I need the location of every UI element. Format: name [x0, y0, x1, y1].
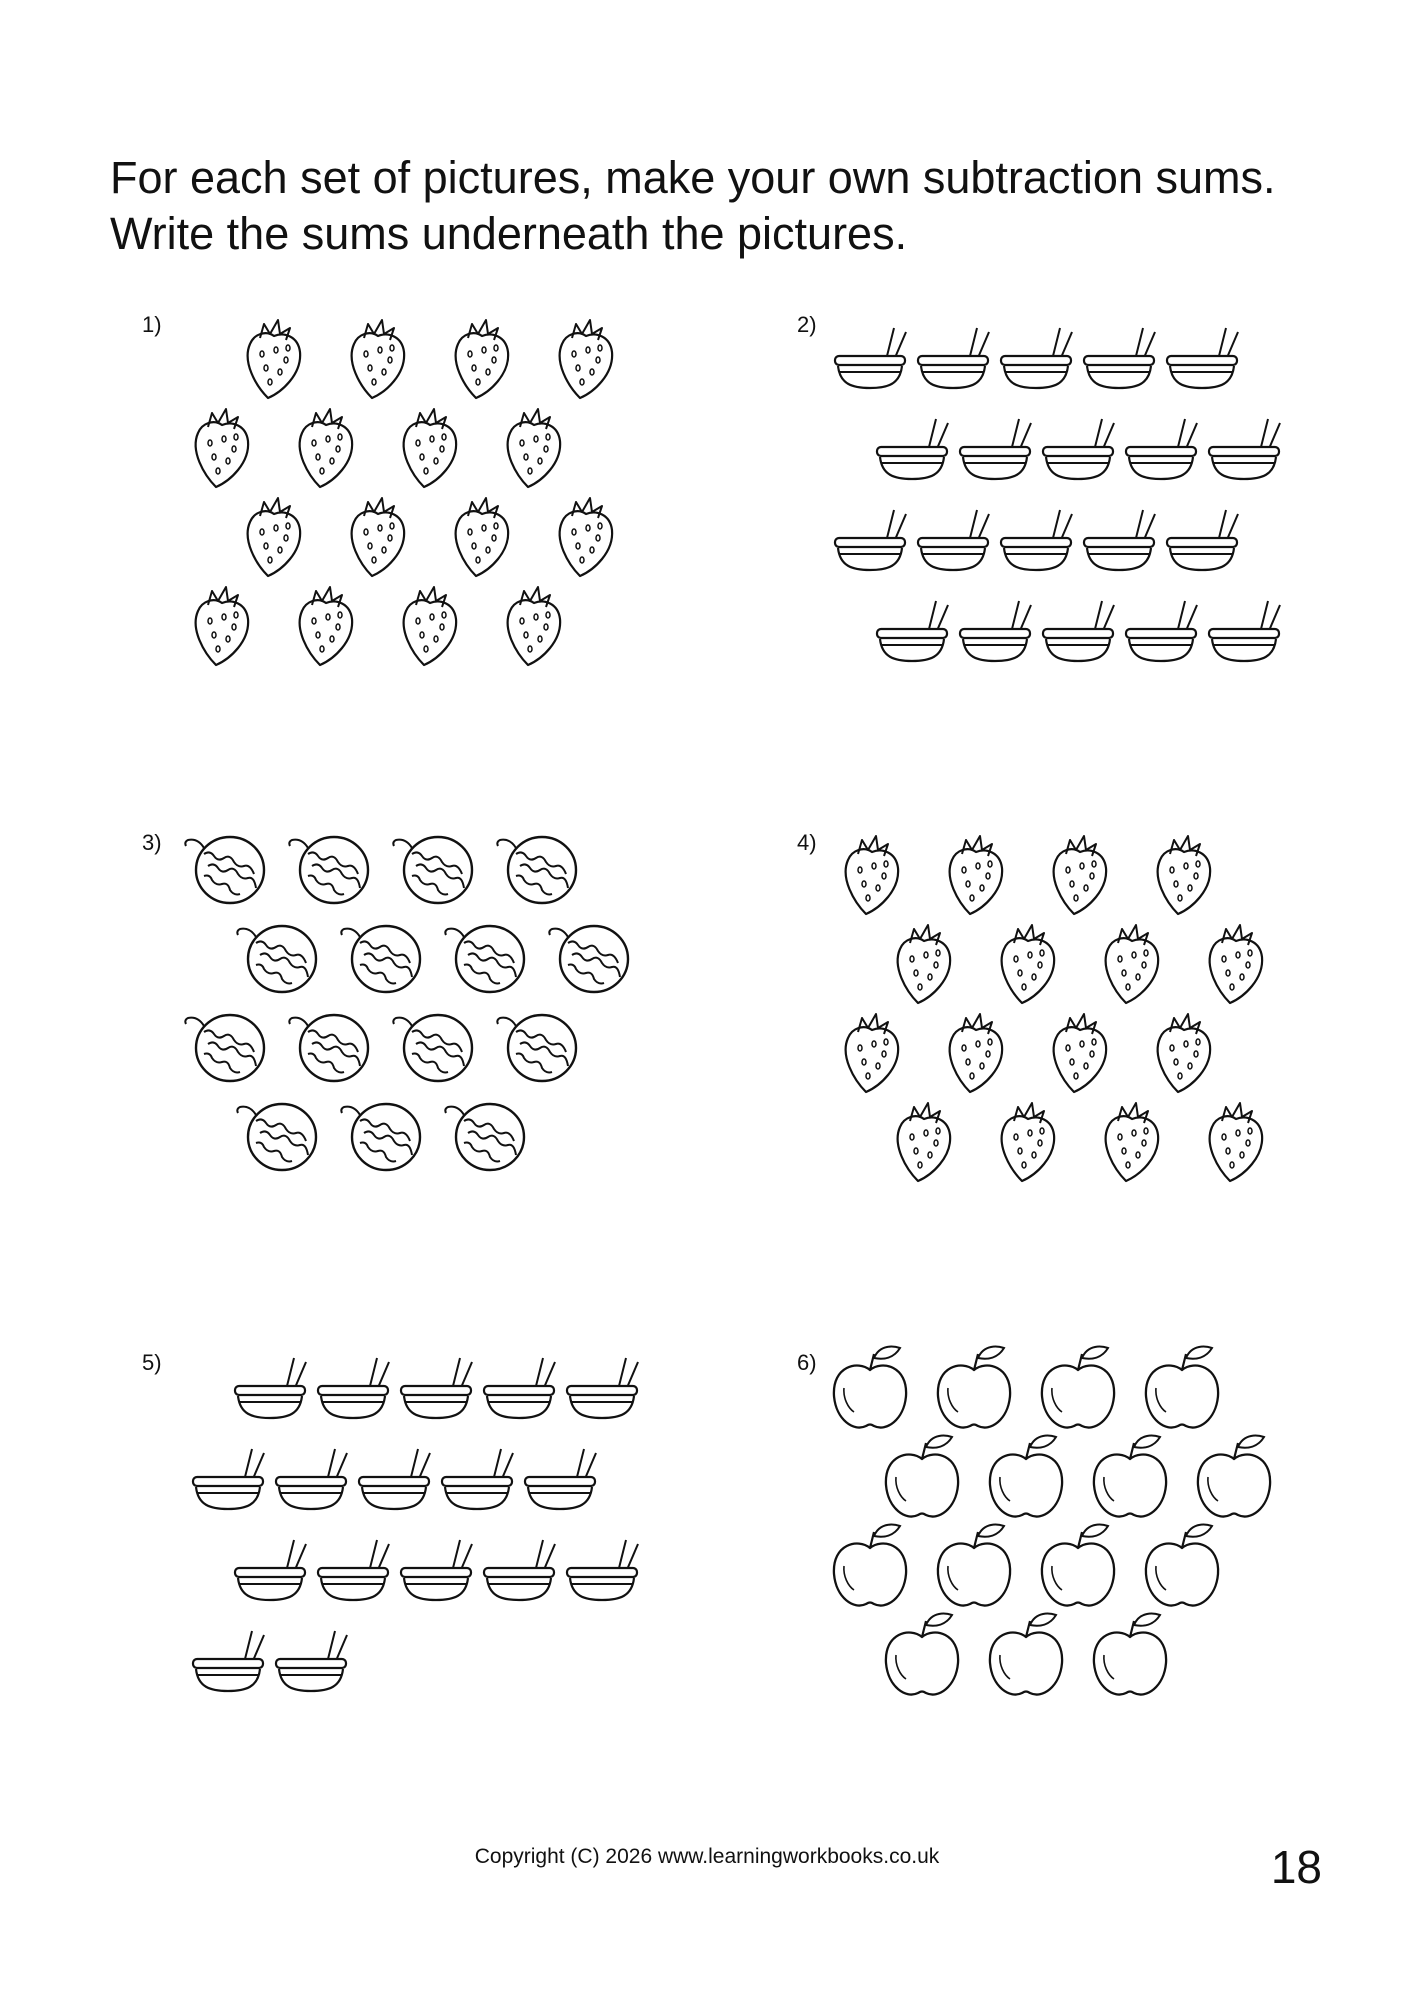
apple-icon [938, 1525, 1010, 1606]
strawberry-icon [898, 1103, 950, 1181]
strawberry-icon [1106, 925, 1158, 1003]
apple-icon [834, 1347, 906, 1428]
watermelon-icon [185, 1015, 264, 1081]
bowl-icon [1084, 510, 1155, 570]
strawberry-icon [248, 320, 300, 398]
strawberry-icon [508, 409, 560, 487]
strawberry-icon [1210, 1103, 1262, 1181]
bowl-icon [1126, 419, 1197, 479]
strawberry-icon [300, 409, 352, 487]
watermelon-icon [341, 1104, 420, 1170]
strawberry-icon [1002, 925, 1054, 1003]
strawberry-icon [456, 320, 508, 398]
exercise-1-label: 1) [142, 312, 162, 337]
strawberry-icon [1158, 836, 1210, 914]
strawberry-icon [352, 498, 404, 576]
watermelon-icon [497, 1015, 576, 1081]
apple-icon [886, 1614, 958, 1695]
strawberry-icon [404, 409, 456, 487]
strawberry-icon [846, 1014, 898, 1092]
apple-icon [886, 1436, 958, 1517]
strawberry-icon [196, 409, 248, 487]
watermelon-icon [289, 1015, 368, 1081]
strawberry-icon [352, 320, 404, 398]
strawberry-icon [404, 587, 456, 665]
strawberry-icon [1210, 925, 1262, 1003]
instructions-line-1: For each set of pictures, make your own subtraction sums. [110, 152, 1276, 203]
exercise-4-label: 4) [797, 830, 817, 855]
bowl-icon [835, 510, 906, 570]
bowl-icon [193, 1449, 264, 1509]
bowl-icon [318, 1540, 389, 1600]
watermelon-icon [445, 1104, 524, 1170]
apple-icon [938, 1347, 1010, 1428]
bowl-icon [918, 328, 989, 388]
strawberry-icon [898, 925, 950, 1003]
strawberry-icon [456, 498, 508, 576]
apple-icon [1042, 1347, 1114, 1428]
watermelon-icon [549, 926, 628, 992]
watermelon-icon [497, 837, 576, 903]
strawberry-icon [1106, 1103, 1158, 1181]
bowl-icon [276, 1449, 347, 1509]
bowl-icon [484, 1358, 555, 1418]
apple-icon [1042, 1525, 1114, 1606]
strawberry-icon [1002, 1103, 1054, 1181]
apple-icon [990, 1614, 1062, 1695]
strawberry-icon [248, 498, 300, 576]
strawberry-icon [300, 587, 352, 665]
strawberry-icon [196, 587, 248, 665]
strawberry-icon [560, 320, 612, 398]
exercise-6-label: 6) [797, 1350, 817, 1375]
bowl-icon [1001, 510, 1072, 570]
bowl-icon [877, 419, 948, 479]
bowl-icon [401, 1358, 472, 1418]
bowl-icon [235, 1540, 306, 1600]
bowl-icon [235, 1358, 306, 1418]
watermelon-icon [341, 926, 420, 992]
watermelon-icon [445, 926, 524, 992]
watermelon-icon [393, 1015, 472, 1081]
exercise-5-label: 5) [142, 1350, 162, 1375]
watermelon-icon [393, 837, 472, 903]
instructions-line-2: Write the sums underneath the pictures. [110, 208, 908, 259]
apple-icon [1146, 1525, 1218, 1606]
bowl-icon [359, 1449, 430, 1509]
strawberry-icon [1054, 1014, 1106, 1092]
watermelon-icon [237, 1104, 316, 1170]
bowl-icon [484, 1540, 555, 1600]
bowl-icon [835, 328, 906, 388]
apple-icon [1146, 1347, 1218, 1428]
apple-icon [1094, 1436, 1166, 1517]
page-number: 18 [1270, 1841, 1322, 1893]
strawberry-icon [508, 587, 560, 665]
watermelon-icon [289, 837, 368, 903]
bowl-icon [1209, 419, 1280, 479]
bowl-icon [525, 1449, 596, 1509]
strawberry-icon [950, 836, 1002, 914]
bowl-icon [276, 1631, 347, 1691]
bowl-icon [918, 510, 989, 570]
copyright-footer: Copyright (C) 2026 www.learningworkbooks.co.uk [474, 1845, 940, 1868]
exercise-3-label: 3) [142, 830, 162, 855]
strawberry-icon [1054, 836, 1106, 914]
strawberry-icon [950, 1014, 1002, 1092]
strawberry-icon [1158, 1014, 1210, 1092]
bowl-icon [1043, 419, 1114, 479]
bowl-icon [401, 1540, 472, 1600]
bowl-icon [1167, 510, 1238, 570]
bowl-icon [1126, 601, 1197, 661]
bowl-icon [442, 1449, 513, 1509]
bowl-icon [1167, 328, 1238, 388]
bowl-icon [877, 601, 948, 661]
bowl-icon [960, 419, 1031, 479]
exercise-2-label: 2) [797, 312, 817, 337]
bowl-icon [1084, 328, 1155, 388]
strawberry-icon [846, 836, 898, 914]
bowl-icon [1043, 601, 1114, 661]
apple-icon [990, 1436, 1062, 1517]
apple-icon [1094, 1614, 1166, 1695]
strawberry-icon [560, 498, 612, 576]
bowl-icon [318, 1358, 389, 1418]
bowl-icon [1001, 328, 1072, 388]
bowl-icon [1209, 601, 1280, 661]
apple-icon [1198, 1436, 1270, 1517]
bowl-icon [567, 1358, 638, 1418]
watermelon-icon [185, 837, 264, 903]
bowl-icon [960, 601, 1031, 661]
bowl-icon [193, 1631, 264, 1691]
watermelon-icon [237, 926, 316, 992]
apple-icon [834, 1525, 906, 1606]
bowl-icon [567, 1540, 638, 1600]
